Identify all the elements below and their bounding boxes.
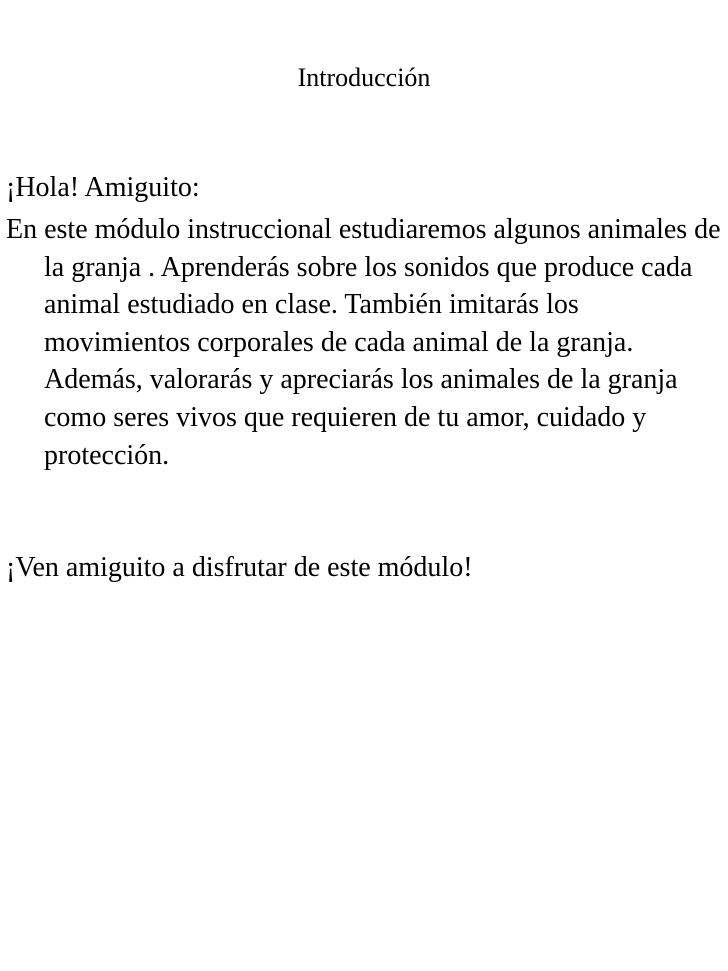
- greeting-text: ¡Hola! Amiguito:: [6, 172, 200, 203]
- page-title: Introducción: [297, 63, 431, 92]
- closing-text: ¡Ven amiguito a disfrutar de este módulo!: [6, 552, 473, 583]
- intro-paragraph: En este módulo instruccional estudiaremos algunos animales de la granja . Aprenderás sobre los sonidos que produce cada animal estudiado en clase. También imitarás los movimientos corporales de cada animal de la granja. Además, valorarás y apreciarás los animales de la granja como seres vivos que requieren de tu amor, cuidado y protección.: [6, 214, 721, 471]
